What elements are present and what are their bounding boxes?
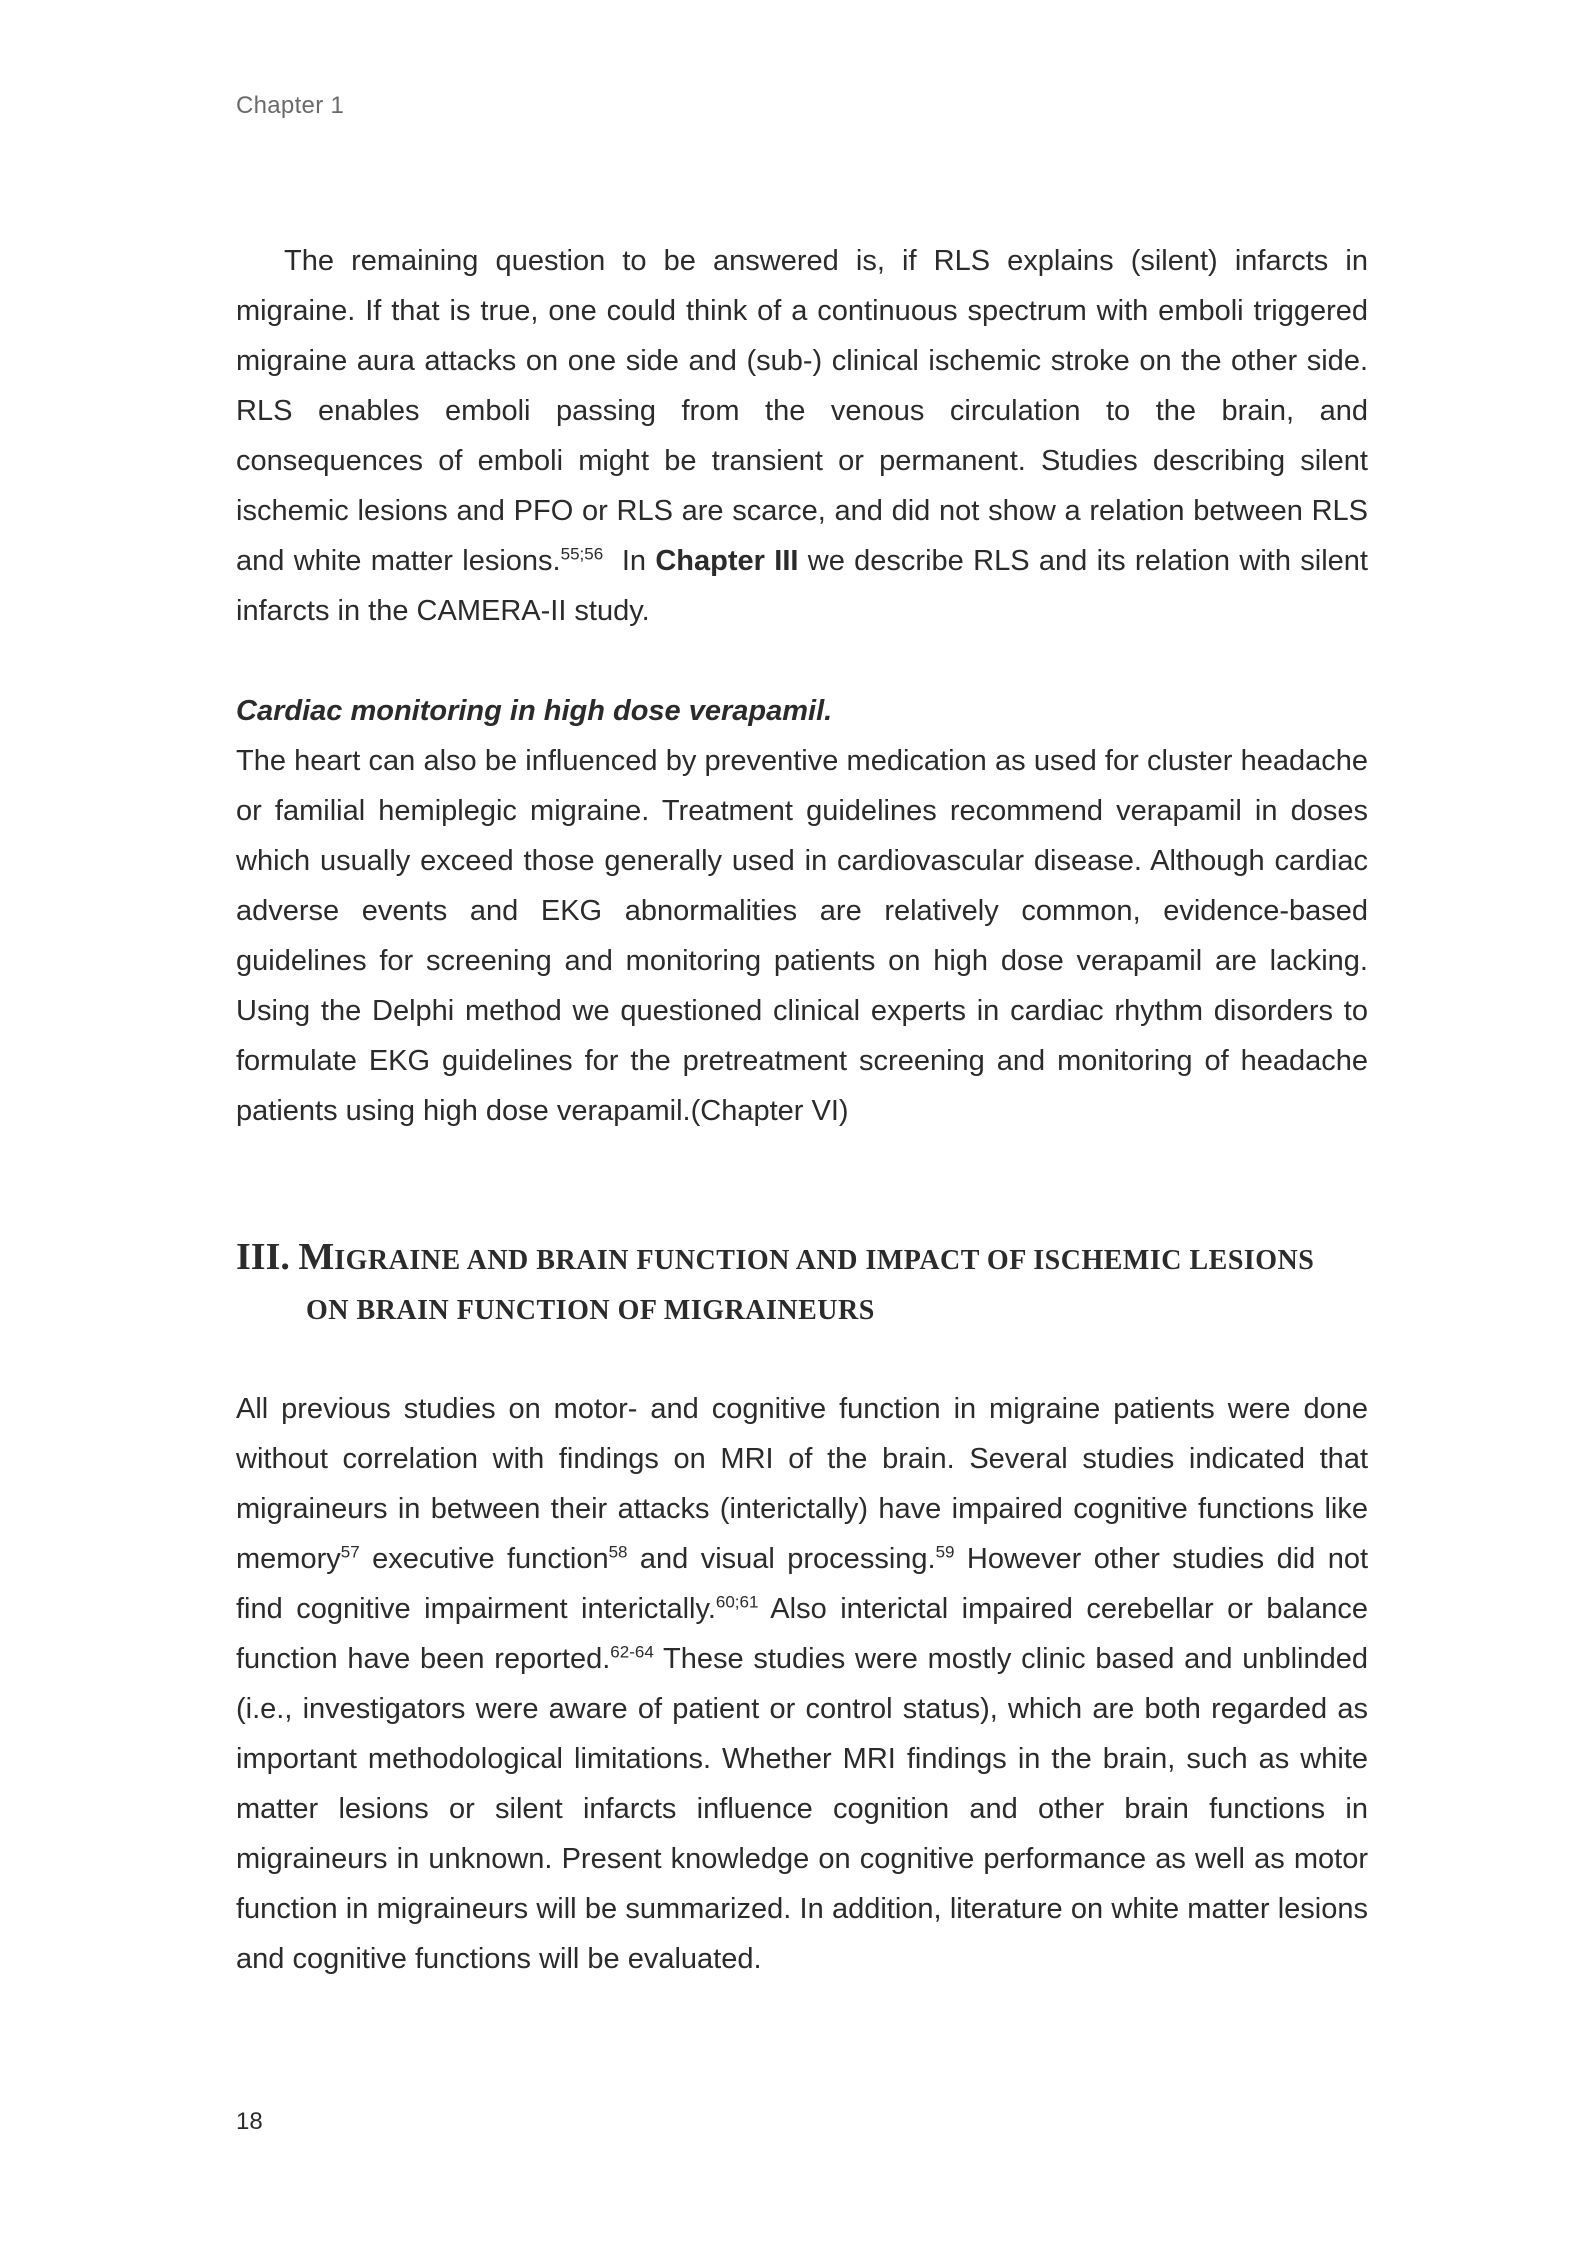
- section-heading-text: IGRAINE AND BRAIN FUNCTION AND IMPACT OF ISCHEMIC LESIONS: [334, 1245, 1315, 1276]
- reference-superscript: 59: [935, 1542, 955, 1562]
- section-heading-line1: [236, 1232, 1376, 1286]
- cardiac-monitoring-section: [236, 686, 1368, 1136]
- paragraph-text: we describe RLS and its relation with silent infarcts in the CAMERA-II study.: [236, 545, 1368, 627]
- section-numeral: III.: [236, 1236, 290, 1278]
- paragraph-text: The remaining question to be answered is, if RLS explains (silent) infarcts in migraine. If that is true, one could think of a continuous spectrum with emboli triggered migraine aura attacks on one side and (sub-) clinical ischemic stroke on the other side. RLS enables emboli passing from the venous circulation to the brain, and consequences of emboli might be transient or permanent. Studies describing silent ischemic lesions and PFO or RLS are scarce, and did not show a relation between RLS and white matter lesions.: [236, 245, 1368, 577]
- page-number: 18: [236, 2108, 263, 2135]
- reference-superscript: 62-64: [610, 1642, 654, 1662]
- subheading: Cardiac monitoring in high dose verapamil.: [236, 695, 833, 727]
- paragraph-cognitive-function: [236, 1384, 1368, 1984]
- section-heading-line2: ON BRAIN FUNCTION OF MIGRAINEURS: [306, 1295, 875, 1326]
- paragraph-rls-infarcts: [236, 236, 1368, 636]
- paragraph-verapamil: The heart can also be influenced by preventive medication as used for cluster headache or familial hemiplegic migraine. Treatment guidelines recommend verapamil in doses which usually exceed those generally used in cardiovascular disease. Although cardiac adverse events and EKG abnormalities are relatively common, evidence-based guidelines for screening and monitoring patients on high dose verapamil are lacking. Using the Delphi method we questioned clinical experts in cardiac rhythm disorders to formulate EKG guidelines for the pretreatment screening and monitoring of headache patients using high dose verapamil.(Chapter VI): [236, 745, 1368, 1127]
- reference-superscript: 57: [340, 1542, 360, 1562]
- chapter-reference: Chapter III: [655, 545, 799, 577]
- section-heading-initial: M: [298, 1236, 335, 1278]
- running-header: Chapter 1: [236, 92, 345, 119]
- paragraph-text: All previous studies on motor- and cognitive function in migraine patients were done without correlation with findings on MRI of the brain. Several studies indicated that migraineurs in between their attacks (interictally) have impaired cognitive functions like memory: [236, 1393, 1368, 1575]
- paragraph-text: These studies were mostly clinic based and unblinded (i.e., investigators were aware of patient or control status), which are both regarded as important methodological limitations. Whether MRI findings in the brain, such as white matter lesions or silent infarcts influence cognition and other brain functions in migraineurs in unknown. Present knowledge on cognitive performance as well as motor function in migraineurs will be summarized. In addition, literature on white matter lesions and cognitive functions will be evaluated.: [236, 1643, 1369, 1975]
- reference-superscript: 60;61: [715, 1592, 759, 1612]
- paragraph-text: Also interictal impaired cerebellar or balance function have been reported.: [236, 1593, 1368, 1675]
- paragraph-text: executive function: [359, 1543, 609, 1575]
- reference-superscript: 55;56: [560, 544, 604, 564]
- paragraph-text: However other studies did not find cognitive impairment interictally.: [236, 1543, 1369, 1625]
- reference-superscript: 58: [608, 1542, 628, 1562]
- section-heading: [236, 1232, 1376, 1336]
- paragraph-text: In: [603, 545, 656, 577]
- paragraph-text: and visual processing.: [627, 1543, 936, 1575]
